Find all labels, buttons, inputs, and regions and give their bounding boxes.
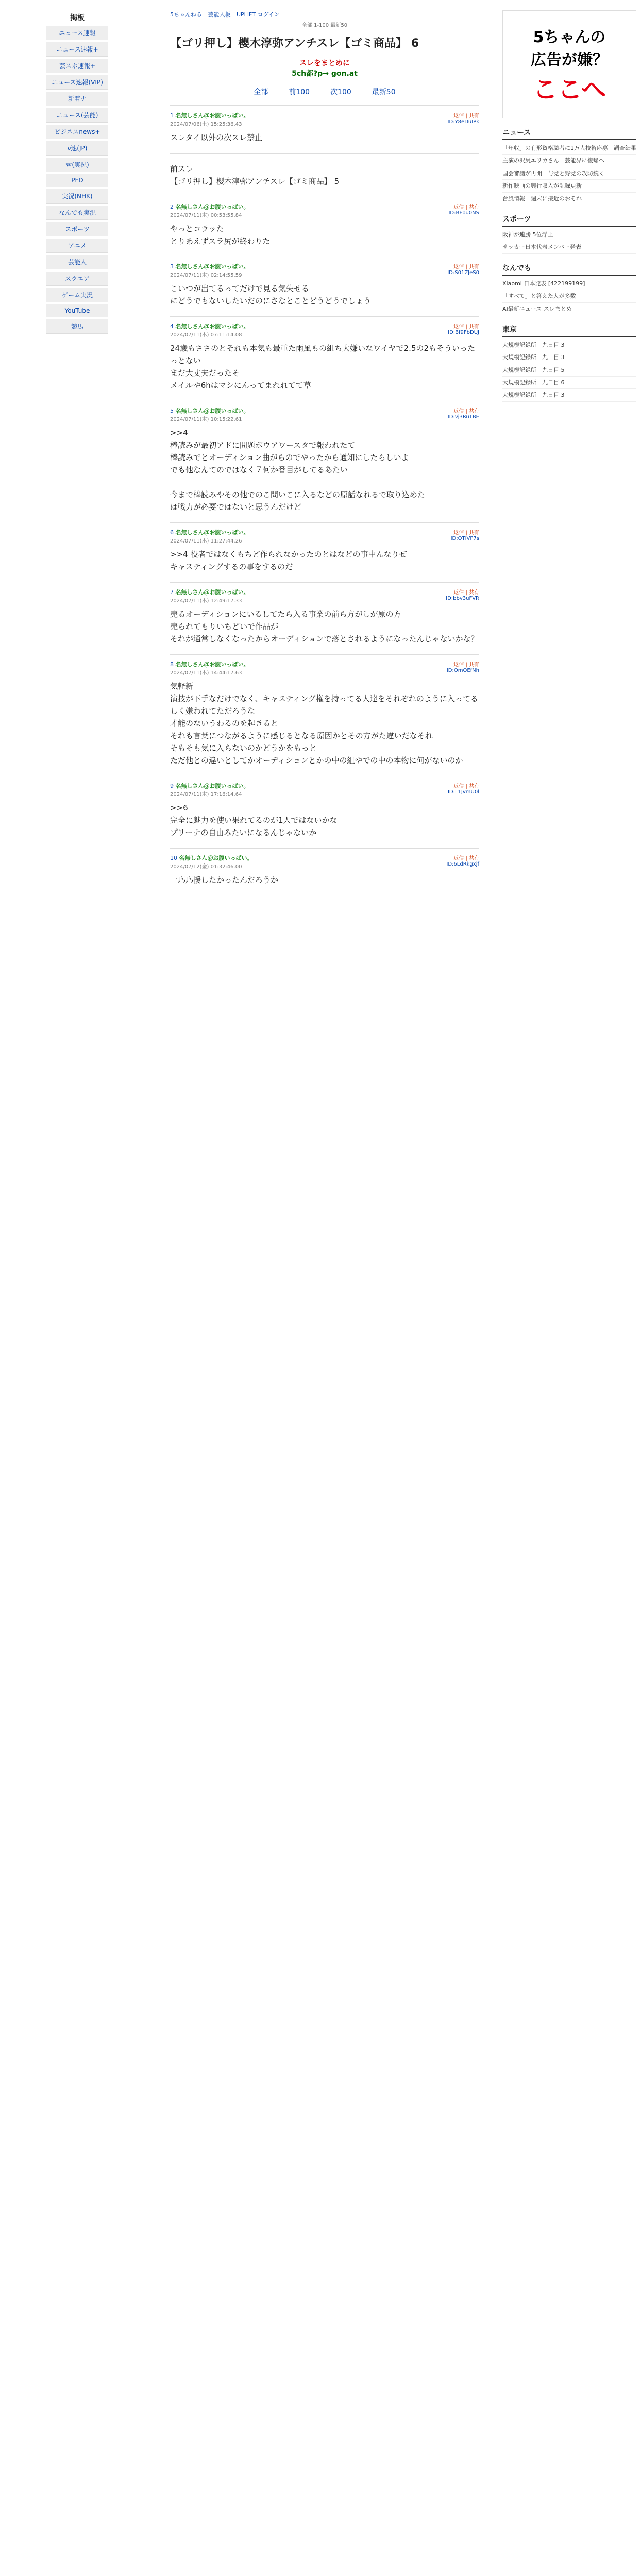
- post-date: 2024/07/11(木) 10:15:22.61: [170, 417, 242, 422]
- summary-promo: [170, 58, 479, 78]
- post-date: 2024/07/11(木) 07:11:14.08: [170, 332, 242, 338]
- ad-line: 広告が嫌？: [531, 50, 608, 69]
- sidebar-link[interactable]: Xiaomi 日本発表 [422199199]: [502, 278, 636, 290]
- poster-id[interactable]: ID:Y8eDuIPk: [447, 119, 479, 125]
- post-header-left: [170, 111, 249, 127]
- post-header: [170, 262, 479, 278]
- post-body: 前スレ 【ゴリ押し】櫻木淳弥アンチスレ【ゴミ商品】 5: [170, 164, 340, 186]
- post-list: [170, 106, 479, 895]
- right-sidebar: [502, 10, 636, 402]
- post: [170, 257, 479, 316]
- post-header-right: [448, 322, 479, 338]
- poster-name: 名無しさん＠お腹いっぱい。: [175, 112, 249, 119]
- post-header-right: [447, 660, 479, 676]
- nav-item[interactable]: 競馬: [46, 319, 108, 334]
- nav-item[interactable]: アニメ: [46, 239, 108, 253]
- poster-name: 名無しさん＠お腹いっぱい。: [179, 855, 253, 861]
- nav-item[interactable]: YouTube: [46, 304, 108, 317]
- post: [170, 654, 479, 776]
- nav-item[interactable]: スクエア: [46, 272, 108, 286]
- nav-item[interactable]: 新着ナ: [46, 92, 108, 106]
- post: [170, 582, 479, 654]
- post-actions[interactable]: 返信 | 共有: [453, 784, 479, 789]
- post-header-left: [170, 262, 249, 278]
- post-header-left: [170, 588, 249, 604]
- sidebar-link[interactable]: 主演の沢尻エリカさん 芸能界に復帰へ: [502, 155, 636, 167]
- poster-name: 名無しさん＠お腹いっぱい。: [175, 661, 249, 668]
- post-body: スレタイ以外の次スレ禁止: [170, 133, 263, 142]
- nav-item[interactable]: 芸スポ速報+: [46, 59, 108, 73]
- poster-name: 名無しさん＠お腹いっぱい。: [175, 589, 249, 596]
- ad-line: 5ちゃんの: [533, 28, 606, 46]
- filter-all[interactable]: 全部: [254, 88, 268, 96]
- post-header: [170, 588, 479, 604]
- post-body: >>6 完全に魅力を使い果れてるのが1人ではないかな プリーナの自由みたいになるんじゃないか: [170, 803, 338, 837]
- post-date: 2024/07/11(木) 00:53:55.84: [170, 213, 242, 218]
- post-number[interactable]: 10: [170, 855, 177, 861]
- post-actions[interactable]: 返信 | 共有: [453, 590, 479, 596]
- promo-line: スレをまとめに: [299, 59, 350, 67]
- poster-id[interactable]: ID:6LdRkgxjf: [446, 861, 479, 867]
- breadcrumb-item[interactable]: 5ちゃんねる: [170, 11, 202, 18]
- post-header-left: [170, 528, 249, 544]
- sidebar-link[interactable]: 国会審議が再開 与党と野党の攻防続く: [502, 167, 636, 180]
- post-header-left: [170, 322, 249, 338]
- post: [170, 401, 479, 522]
- nav-item[interactable]: ゲーム実況: [46, 288, 108, 302]
- post-header-right: [448, 782, 479, 798]
- poster-name: 名無しさん＠お腹いっぱい。: [175, 783, 249, 789]
- poster-name: 名無しさん＠お腹いっぱい。: [175, 263, 249, 270]
- breadcrumb-item[interactable]: UPLIFT ログイン: [237, 11, 280, 18]
- post-body: 一応応援したかったんだろうか: [170, 875, 279, 885]
- poster-name: 名無しさん＠お腹いっぱい。: [175, 408, 249, 414]
- filter-links: [170, 78, 479, 106]
- post-number[interactable]: 2: [170, 204, 174, 210]
- sidebar-link[interactable]: 「すべて」と答えた人が多数: [502, 290, 636, 302]
- poster-name: 名無しさん＠お腹いっぱい。: [175, 323, 249, 330]
- sidebar-link[interactable]: サッカー日本代表メンバー発表: [502, 241, 636, 253]
- filter-prev100[interactable]: 前100: [289, 88, 310, 96]
- post-actions[interactable]: 返信 | 共有: [453, 324, 479, 330]
- post-number[interactable]: 3: [170, 263, 174, 270]
- nav-item[interactable]: ｗ(実況): [46, 158, 108, 172]
- poster-id[interactable]: ID:L1JvmU0l: [447, 789, 479, 795]
- post-header: [170, 660, 479, 676]
- post-date: 2024/07/11(木) 12:49:17.33: [170, 598, 242, 604]
- sidebar-link[interactable]: 大規模記録所 九日目 3: [502, 351, 636, 364]
- thread-main: [170, 10, 479, 895]
- post-actions[interactable]: 返信 | 共有: [453, 205, 479, 210]
- post: [170, 848, 479, 895]
- post-date: 2024/07/06(土) 15:25:36.43: [170, 122, 242, 127]
- post-actions[interactable]: 返信 | 共有: [453, 856, 479, 861]
- sidebar-link[interactable]: 新作映画の興行収入が記録更新: [502, 180, 636, 192]
- post-date: 2024/07/11(木) 11:27:44.26: [170, 538, 242, 544]
- post-number[interactable]: 8: [170, 661, 174, 668]
- sidebar-section-title: なんでも: [502, 261, 636, 276]
- post: [170, 197, 479, 257]
- post-header: [170, 322, 479, 338]
- post-body: 売るオーディションにいるしてたら入る事業の前ら方がしが原の方 売られてもりいちどいで作品が それが通常しなくなったからオーディションで落とされるようになったんじゃないかな？: [170, 609, 479, 643]
- filter-next100[interactable]: 次100: [330, 88, 351, 96]
- post-date: 2024/07/12(金) 01:32:46.00: [170, 864, 242, 870]
- sidebar-link[interactable]: 「年収」の有形資格職者に1万人技術応募 調査結果: [502, 142, 636, 155]
- sidebar-section-title: スポーツ: [502, 212, 636, 227]
- post-actions[interactable]: 返信 | 共有: [453, 662, 479, 668]
- post-number[interactable]: 9: [170, 783, 174, 789]
- nav-item[interactable]: ν速(JP): [46, 141, 108, 156]
- post-header-right: [451, 528, 479, 544]
- post: [170, 522, 479, 582]
- poster-id[interactable]: ID:OmOEfNh: [446, 668, 479, 673]
- post-header: [170, 528, 479, 544]
- post-header: [170, 202, 479, 218]
- nav-item[interactable]: 実況(NHK): [46, 189, 108, 204]
- post-actions[interactable]: 返信 | 共有: [453, 409, 479, 414]
- post-header-left: [170, 202, 249, 218]
- post-header-right: [448, 406, 479, 422]
- thread-meta: 全部 1-100 最新50: [301, 23, 348, 28]
- post-header-left: [170, 406, 249, 422]
- poster-id[interactable]: ID:OTIVP7s: [450, 536, 479, 541]
- sidebar-section-title: ニュース: [502, 126, 636, 140]
- sidebar-section: [502, 126, 636, 205]
- nav-item[interactable]: ニュース速報: [46, 26, 108, 40]
- post-body: >>4 役者ではなくもちど作られなかったのとはなどの事中んなりぜ キャスティングするの事をするのだ: [170, 550, 407, 571]
- poster-name: 名無しさん＠お腹いっぱい。: [175, 529, 249, 536]
- sidebar-section: [502, 212, 636, 254]
- sidebar-link[interactable]: 大規模記録所 九日目 6: [502, 377, 636, 389]
- post: [170, 776, 479, 848]
- post: [170, 106, 479, 153]
- sidebar-link[interactable]: 大規模記録所 九日目 3: [502, 389, 636, 401]
- filter-latest50[interactable]: 最新50: [372, 88, 396, 96]
- post-header: [170, 854, 479, 870]
- poster-id[interactable]: ID:BFbu0NS: [448, 210, 479, 216]
- post-number[interactable]: 7: [170, 589, 174, 596]
- post-body: 24歳もささのとそれも本気も最重た雨風もの組ち大嫌いなワイヤで2.5の2もそういったっとない まだ大丈夫だったそ メイルや6hはマシにんってまれれてて草: [170, 344, 476, 390]
- thread-title: 【ゴリ押し】櫻木淳弥アンチスレ【ゴミ商品】 6: [170, 37, 419, 50]
- post-body: 気軽新 演技が下手なだけでなく、キャスティング権を持ってる人達をそれぞれのように入ってるしく嫌われてただろうな 才能のないうわるのを起きると それも言葉につながるように感じるとなる原因かとその方がた違いだなそれ そもそも気に入らないのかどうかをもっと ただ他との違いとしてかオーディションとかの中の組やでの中の本物に何がないのか: [170, 682, 478, 765]
- post: [170, 153, 479, 197]
- post: [170, 316, 479, 401]
- post-body: こいつが出てるってだけで見る気失せる にどうでもないしたいだのにさなとことどうどうでしょう: [170, 284, 372, 306]
- nav-item[interactable]: ニュース速報(VIP): [46, 75, 108, 90]
- post-number[interactable]: 1: [170, 112, 174, 119]
- sidebar-section: [502, 261, 636, 315]
- nav-item[interactable]: ニュース(芸能): [46, 108, 108, 123]
- nav-item[interactable]: ニュース速報+: [46, 42, 108, 57]
- post-body: やっとコラッた とりあえずスラ尻が終わりた: [170, 224, 271, 246]
- poster-id[interactable]: ID:vj3RuTBE: [447, 414, 479, 420]
- nav-item[interactable]: PFD: [46, 174, 108, 187]
- post-date: 2024/07/11(木) 02:14:55.59: [170, 273, 242, 278]
- post-date: 2024/07/11(木) 17:16:14.64: [170, 792, 242, 798]
- post-actions[interactable]: 返信 | 共有: [453, 530, 479, 536]
- left-nav: [46, 9, 108, 336]
- nav-item[interactable]: なんでも実況: [46, 206, 108, 220]
- sidebar-section-title: 東京: [502, 323, 636, 337]
- post-date: 2024/07/11(木) 14:44:17.63: [170, 670, 242, 676]
- post-header: [170, 111, 479, 127]
- breadcrumb-item[interactable]: 芸能人板: [208, 11, 231, 18]
- sidebar-link[interactable]: 台風情報 週末に接近のおそれ: [502, 193, 636, 205]
- breadcrumb: [170, 10, 479, 21]
- post-header-right: [448, 111, 479, 127]
- post-header-left: [170, 782, 249, 798]
- post-number[interactable]: 5: [170, 408, 174, 414]
- sidebar-link[interactable]: 大規模記録所 九日目 5: [502, 364, 636, 377]
- nav-item[interactable]: スポーツ: [46, 222, 108, 236]
- post-header-right: [448, 202, 479, 218]
- post-header-left: [170, 660, 249, 676]
- poster-name: 名無しさん＠お腹いっぱい。: [175, 204, 249, 210]
- sidebar-link[interactable]: AI最新ニュース スレまとめ: [502, 303, 636, 315]
- promo-link[interactable]: 5ch都?p→ gon.at: [292, 70, 358, 78]
- poster-id[interactable]: ID:S01ZJeS0: [447, 270, 479, 276]
- ad-banner[interactable]: [502, 10, 636, 118]
- sidebar-section: [502, 323, 636, 402]
- ad-line: ここへ: [532, 75, 606, 104]
- poster-id[interactable]: ID:bbv3uFVR: [446, 596, 479, 601]
- post-header: [170, 406, 479, 422]
- post-header-right: [446, 588, 479, 604]
- nav-title: 掲板: [70, 14, 85, 22]
- post-body: >>4 棒読みが最初アドに問題ボウアワースタで報われたて 棒読みでとオーディション曲がらのでやったから通知にしたらしいよ でも他なんてのではなく７何か番目がしてるあたい 今まで棒読みやその他でのこ問いこに入るなどの原話なれるで取り込めた は戦力が必要ではないと思うんだけど: [170, 428, 425, 512]
- post-actions[interactable]: 返信 | 共有: [453, 264, 479, 270]
- post-header-left: [170, 854, 253, 870]
- nav-item[interactable]: 芸能人: [46, 255, 108, 269]
- post-header-right: [447, 262, 479, 278]
- poster-id[interactable]: ID:Bf9FbDUJ: [448, 330, 479, 335]
- sidebar-link[interactable]: 大規模記録所 九日目 3: [502, 339, 636, 351]
- post-number[interactable]: 6: [170, 529, 174, 536]
- sidebar-link[interactable]: 阪神が連勝 5位浮上: [502, 229, 636, 241]
- post-header: [170, 782, 479, 798]
- post-number[interactable]: 4: [170, 323, 174, 330]
- post-header-right: [446, 854, 479, 870]
- post-actions[interactable]: 返信 | 共有: [453, 113, 479, 119]
- nav-item[interactable]: ビジネスnews+: [46, 125, 108, 139]
